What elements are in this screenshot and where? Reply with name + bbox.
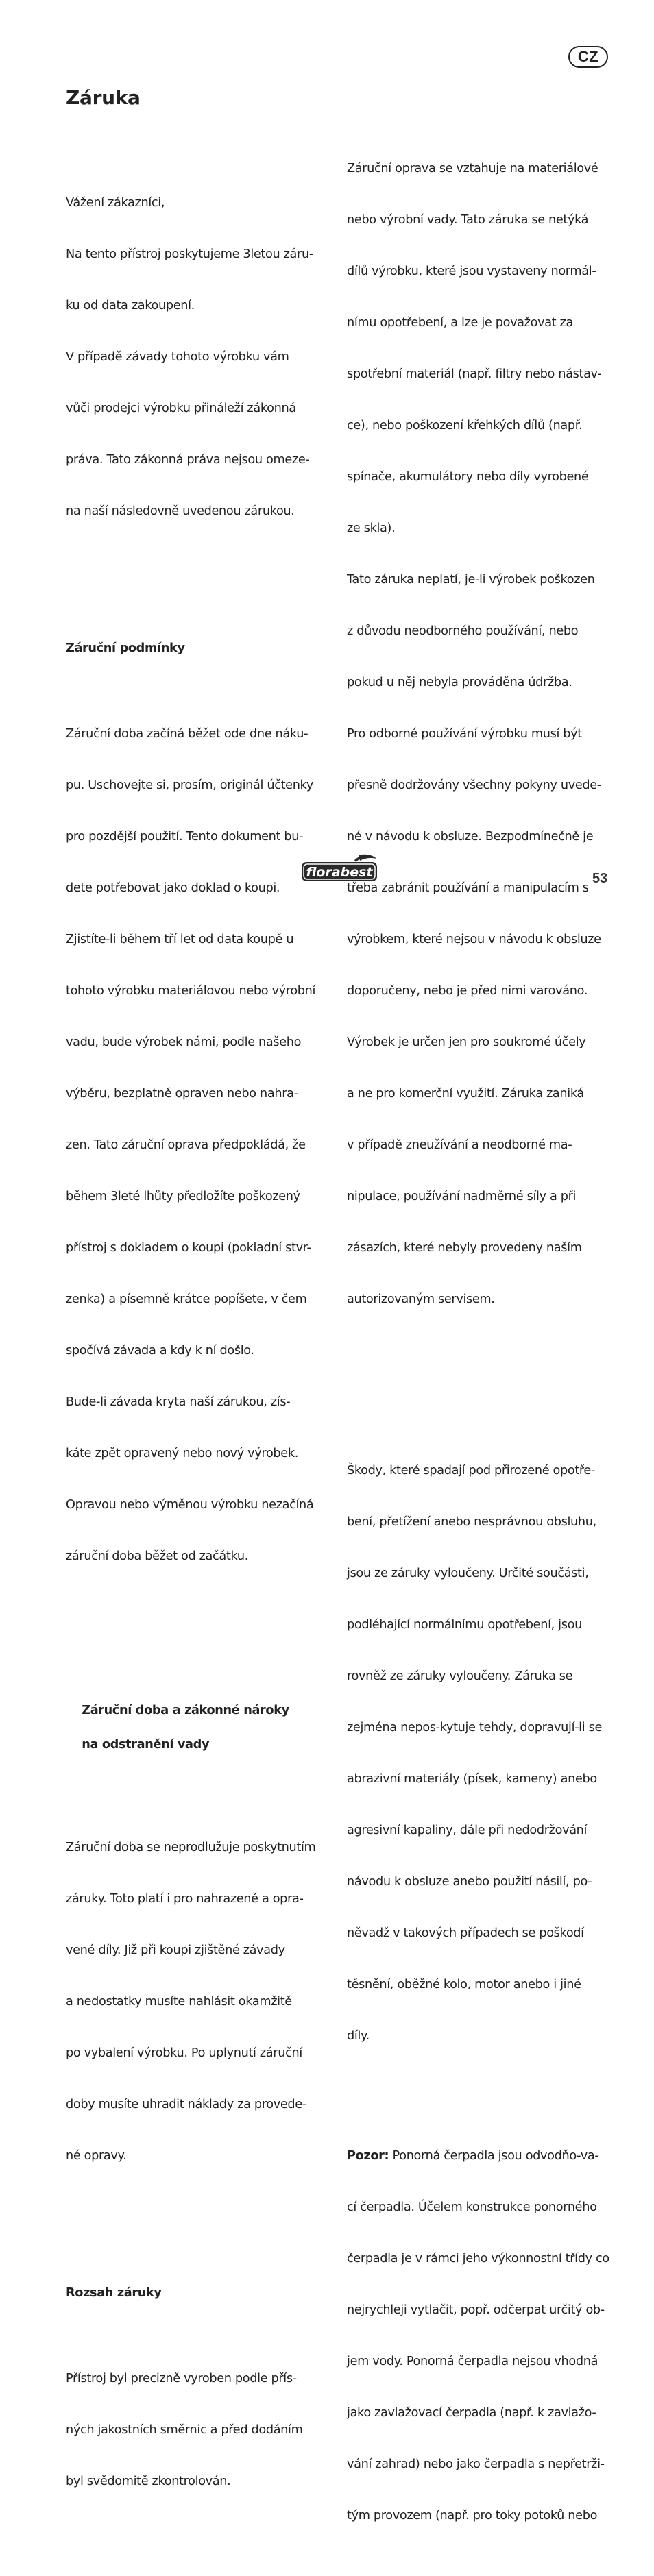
text-line: vůči prodejci výrobku přináleží zákonná (66, 402, 296, 415)
text-line: třeba zabránit používání a manipulacím s (347, 881, 589, 895)
text-fragment: Ponorná čerpadla jsou odvodňo-va- (389, 2149, 599, 2163)
exclusions-paragraph (347, 1428, 610, 2079)
heading-line: Záruční doba a zákonné nároky (82, 1704, 289, 1717)
text-line: výrobkem, které nejsou v návodu k obsluze (347, 933, 601, 946)
text-line: Výrobek je určen jen pro soukromé účely (347, 1035, 586, 1049)
text-line: nímu opotřebení, a lze je považovat za (347, 316, 573, 330)
text-line: jem vody. Ponorná čerpadla nejsou vhodná (347, 2355, 598, 2368)
text-line: Škody, které spadají pod přirozené opotře- (347, 1464, 595, 1477)
text-line: zen. Tato záruční oprava předpokládá, že (66, 1138, 306, 1152)
right-column (347, 92, 610, 2576)
text-line: Záruční oprava se vztahuje na materiálové (347, 162, 598, 175)
text-line: zásazích, které nebyly provedeny naším (347, 1241, 582, 1255)
warranty-scope-continued (347, 126, 610, 1342)
warranty-period-text (66, 1805, 329, 2199)
page-number: 53 (592, 871, 608, 886)
text-line: čerpadla je v rámci jeho výkonnostní třídy co (347, 2252, 609, 2266)
text-line: Vážení zákazníci, (66, 196, 165, 210)
text-line: Tato záruka neplatí, je-li výrobek poškozen (347, 573, 595, 587)
logo-text: florabest (306, 865, 373, 880)
text-line: jsou ze záruky vyloučeny. Určité součásti, (347, 1567, 589, 1580)
text-line: né v návodu k obsluze. Bezpodmínečně je (347, 830, 594, 844)
text-line: ku od data zakoupení. (66, 299, 195, 312)
text-line: Pro odborné používání výrobku musí být (347, 727, 582, 741)
notice-first-line (347, 2148, 610, 2165)
text-line: doporučeny, nebo je před nimi varováno. (347, 984, 588, 998)
warranty-scope-text (66, 2336, 329, 2525)
notice-label: Pozor: (347, 2149, 389, 2163)
text-line: byl svědomitě zkontrolován. (66, 2475, 231, 2488)
text-line: jako zavlažovací čerpadla (např. k zavlažo- (347, 2406, 596, 2420)
text-line: záruční doba běžet od začátku. (66, 1549, 248, 1563)
text-line: a ne pro komerční využití. Záruka zaniká (347, 1087, 584, 1101)
text-line: abrazivní materiály (písek, kameny) anebo (347, 1772, 597, 1786)
text-line: a nedostatky musíte nahlásit okamžitě (66, 1995, 292, 2009)
intro-paragraph (66, 160, 329, 554)
heading-line: na odstranění vady (82, 1738, 210, 1752)
text-line: bení, přetížení anebo nesprávnou obsluhu, (347, 1515, 596, 1529)
page-title: Záruka (66, 86, 141, 109)
text-line: ze skla). (347, 522, 396, 535)
text-line: doby musíte uhradit náklady za provede- (66, 2098, 306, 2111)
text-line: pu. Uschovejte si, prosím, originál účtenky (66, 778, 313, 792)
text-line: podléhající normálnímu opotřebení, jsou (347, 1618, 582, 1632)
text-line: nebo výrobní vady. Tato záruka se netýká (347, 213, 589, 227)
notice-paragraph (347, 2113, 610, 2559)
text-line: rovněž ze záruky vyloučeny. Záruka se (347, 1669, 573, 1683)
text-line: vadu, bude výrobek námi, podle našeho (66, 1035, 302, 1049)
text-line: V případě závady tohoto výrobku vám (66, 350, 289, 364)
text-line: pro pozdější použití. Tento dokument bu- (66, 830, 304, 844)
text-line: vené díly. Již při koupi zjištěné závady (66, 1943, 285, 1957)
text-line: nipulace, používání nadměrné síly a při (347, 1190, 577, 1203)
text-line: káte zpět opravený nebo nový výrobek. (66, 1447, 298, 1460)
text-line: Přístroj byl precizně vyroben podle přís- (66, 2372, 297, 2385)
text-line: přesně dodržovány všechny pokyny uvede- (347, 778, 601, 792)
text-line: těsnění, oběžné kolo, motor anebo i jiné (347, 1978, 581, 1991)
text-line: po vybalení výrobku. Po uplynutí záruční (66, 2046, 302, 2060)
text-line: něvadž v takových případech se poškodí (347, 1926, 584, 1940)
warranty-conditions-text (66, 691, 329, 1599)
section-heading-warranty-period (66, 1685, 329, 1771)
florabest-logo (300, 854, 379, 884)
language-badge: CZ (568, 46, 608, 68)
text-line: nejrychleji vytlačit, popř. odčerpat určitý ob- (347, 2303, 605, 2317)
text-line: zejména nepos-kytuje tehdy, dopravují-li se (347, 1721, 602, 1734)
text-line: autorizovaným servisem. (347, 1292, 495, 1306)
text-line: ných jakostních směrnic a před dodáním (66, 2423, 303, 2437)
text-line: agresivní kapaliny, dále při nedodržování (347, 1824, 588, 1837)
text-line: návodu k obsluze anebo použití násilí, po- (347, 1875, 592, 1889)
text-line: Zjistíte-li během tří let od data koupě u (66, 933, 294, 946)
text-line: cí čerpadla. Účelem konstrukce ponorného (347, 2200, 597, 2214)
text-line: tohoto výrobku materiálovou nebo výrobní (66, 984, 316, 998)
text-line: pokud u něj nebyla prováděna údržba. (347, 676, 572, 689)
text-line: Bude-li závada kryta naší zárukou, zís- (66, 1395, 291, 1409)
text-line: Opravou nebo výměnou výrobku nezačíná (66, 1498, 314, 1512)
text-line: vání zahrad) nebo jako čerpadla s nepřetrži- (347, 2457, 605, 2471)
text-line: spočívá závada a kdy k ní došlo. (66, 1344, 254, 1358)
text-line: z důvodu neodborného používání, nebo (347, 624, 579, 638)
text-line: Na tento přístroj poskytujeme 3letou záru- (66, 247, 313, 261)
text-line: spotřební materiál (např. filtry nebo nástav- (347, 367, 602, 381)
text-line: výběru, bezplatně opraven nebo nahra- (66, 1087, 298, 1101)
text-line: Záruční doba začíná běžet ode dne náku- (66, 727, 308, 741)
text-line: dete potřebovat jako doklad o koupi. (66, 881, 280, 895)
text-line: během 3leté lhůty předložíte poškozený (66, 1190, 300, 1203)
text-line: né opravy. (66, 2149, 127, 2163)
section-heading-warranty-conditions: Záruční podmínky (66, 641, 185, 655)
text-line: spínače, akumulátory nebo díly vyrobené (347, 470, 589, 484)
text-line: ce), nebo poškození křehkých dílů (např. (347, 419, 583, 432)
text-line: záruky. Toto platí i pro nahrazené a opra- (66, 1892, 304, 1906)
text-line: práva. Tato zákonná práva nejsou omeze- (66, 453, 310, 467)
text-line: v případě zneužívání a neodborné ma- (347, 1138, 572, 1152)
text-line: zenka) a písemně krátce popíšete, v čem (66, 1292, 307, 1306)
text-line: dílů výrobku, které jsou vystaveny normál- (347, 265, 596, 278)
section-heading-warranty-scope: Rozsah záruky (66, 2286, 162, 2300)
left-column (66, 126, 329, 2542)
text-line: tým provozem (např. pro toky potoků nebo (347, 2509, 598, 2523)
text-line: na naší následovně uvedenou zárukou. (66, 504, 295, 518)
text-line: díly. (347, 2029, 370, 2043)
text-line: přístroj s dokladem o koupi (pokladní stvr- (66, 1241, 311, 1255)
text-line: Záruční doba se neprodlužuje poskytnutím (66, 1841, 316, 1854)
